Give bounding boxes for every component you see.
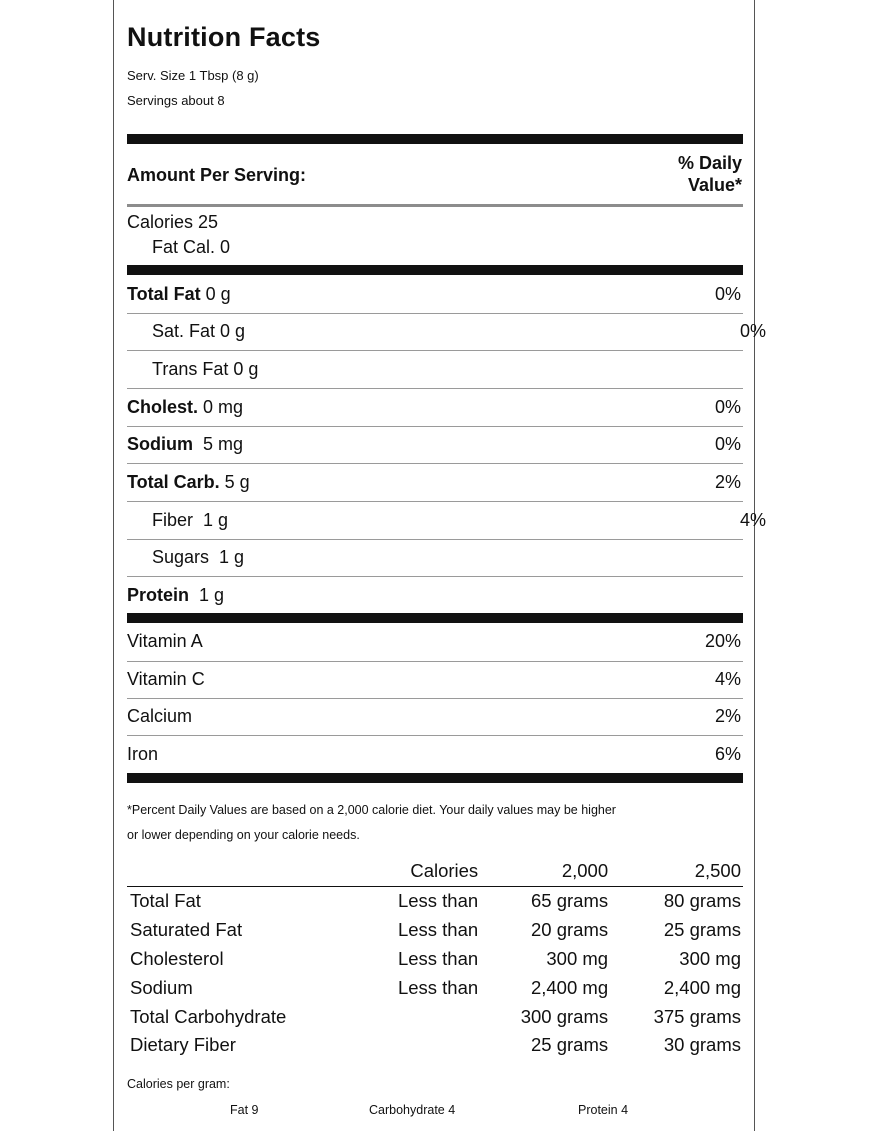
calories-per-gram-protein: Protein 4	[578, 1103, 629, 1117]
table-cell	[388, 1002, 478, 1031]
nutrient-name: Sugars 1 g	[152, 547, 245, 567]
nutrient-name: Sodium	[127, 434, 193, 454]
table-cell: Dietary Fiber	[130, 1034, 236, 1056]
table-cell: 2,400 mg	[663, 976, 741, 998]
nutrient-amount: 5 mg	[193, 434, 244, 454]
nutrient-name: Fiber 1 g	[152, 510, 229, 530]
table-row	[127, 916, 743, 945]
amount-per-serving-label: Amount Per Serving:	[127, 165, 307, 185]
row-divider	[127, 735, 743, 736]
row-divider	[127, 576, 743, 577]
table-row	[127, 887, 743, 916]
daily-value-header-line1: % Daily	[677, 153, 742, 173]
nutrient-amount: 0 g	[200, 284, 231, 304]
row-divider	[127, 313, 743, 314]
table-row	[127, 973, 743, 1002]
calories-per-gram-carbohydrate: Carbohydrate 4	[369, 1103, 456, 1117]
footnote-line-1: *Percent Daily Values are based on a 2,000 calorie diet. Your daily values may be higher	[127, 803, 616, 817]
nutrient-dv: 4%	[739, 510, 766, 530]
thick-divider	[127, 613, 743, 623]
footnote-line-2: or lower depending on your calorie needs.	[127, 828, 360, 842]
nutrient-dv: 0%	[714, 397, 741, 417]
table-cell: Sodium	[130, 976, 193, 998]
row-divider	[127, 501, 743, 502]
nutrient-amount: 5 g	[219, 472, 250, 492]
nutrient-row-sugars	[127, 547, 768, 568]
table-header-cell	[127, 856, 388, 887]
daily-value-header-line2: Value*	[687, 175, 742, 195]
table-cell: Total Carbohydrate	[130, 1005, 287, 1027]
row-divider	[127, 539, 743, 540]
table-cell: 375 grams	[653, 1005, 741, 1027]
table-cell: Total Fat	[127, 887, 388, 916]
table-cell: 300 mg	[546, 947, 609, 969]
vitamin-row-a	[127, 631, 743, 652]
nutrient-dv: 0%	[714, 434, 741, 454]
vitamin-row-iron	[127, 744, 743, 765]
nutrient-row-sodium	[127, 434, 743, 455]
vitamin-name: Vitamin C	[127, 669, 205, 689]
nutrient-row-sat-fat	[127, 321, 768, 342]
calories-per-gram-fat: Fat 9	[230, 1103, 259, 1117]
nutrition-label	[113, 0, 766, 1131]
daily-value-table	[127, 856, 743, 1060]
divider	[127, 204, 743, 207]
table-header-row	[127, 856, 743, 887]
vitamin-row-calcium	[127, 706, 743, 727]
table-row	[127, 1031, 743, 1060]
row-divider	[127, 388, 743, 389]
table-row	[127, 945, 743, 974]
table-cell: Less than	[388, 887, 478, 916]
daily-value-header	[678, 152, 742, 196]
row-divider	[127, 698, 743, 699]
row-divider	[127, 350, 743, 351]
thick-divider	[127, 773, 743, 783]
thick-divider	[127, 265, 743, 275]
nutrient-name: Total Fat	[127, 284, 201, 304]
table-cell: 30 grams	[663, 1034, 741, 1056]
nutrient-row-fiber	[127, 510, 768, 531]
vitamin-name: Iron	[127, 744, 159, 764]
row-divider	[127, 661, 743, 662]
table-cell: Saturated Fat	[130, 919, 243, 941]
nutrient-name: Trans Fat 0 g	[152, 359, 259, 379]
vitamin-dv: 4%	[714, 669, 741, 689]
nutrient-name: Total Carb.	[127, 472, 220, 492]
nutrient-name: Cholest.	[127, 397, 199, 417]
fat-calories-line: Fat Cal. 0	[152, 237, 231, 257]
thick-divider	[127, 134, 743, 144]
nutrient-dv: 2%	[714, 472, 741, 492]
label-title: Nutrition Facts	[127, 22, 321, 52]
vitamin-dv: 6%	[714, 744, 741, 764]
table-cell: 2,400 mg	[530, 976, 609, 998]
vitamin-dv: 2%	[714, 706, 741, 726]
table-cell: 80 grams	[608, 887, 743, 916]
servings-per-container: Servings about 8	[127, 93, 225, 108]
table-header-cell: Calories	[410, 860, 479, 881]
table-cell: Less than	[397, 976, 479, 998]
table-cell: 25 grams	[663, 919, 741, 941]
nutrient-dv: 0%	[714, 284, 741, 304]
vitamin-dv: 20%	[704, 631, 741, 651]
table-header-cell: 2,500	[694, 860, 741, 881]
table-cell: 300 grams	[520, 1005, 609, 1027]
table-cell: Cholesterol	[130, 947, 224, 969]
serving-size: Serv. Size 1 Tbsp (8 g)	[127, 68, 259, 83]
nutrient-row-trans-fat	[127, 359, 768, 380]
nutrient-row-total-carb	[127, 472, 743, 493]
vitamin-name: Vitamin A	[127, 631, 203, 651]
table-cell: 25 grams	[530, 1034, 609, 1056]
calories-per-gram-label: Calories per gram:	[127, 1077, 230, 1091]
nutrient-row-protein	[127, 585, 743, 606]
nutrient-amount: 0 mg	[198, 397, 244, 417]
table-cell: Less than	[397, 947, 479, 969]
nutrient-amount: 1 g	[189, 585, 225, 605]
row-divider	[127, 426, 743, 427]
nutrient-row-cholesterol	[127, 397, 743, 418]
nutrient-row-total-fat	[127, 284, 743, 305]
table-cell: 20 grams	[530, 919, 609, 941]
nutrient-name: Sat. Fat 0 g	[152, 321, 246, 341]
table-cell: Less than	[397, 919, 479, 941]
row-divider	[127, 463, 743, 464]
nutrient-dv: 0%	[739, 321, 766, 341]
table-cell: 65 grams	[478, 887, 608, 916]
table-header-cell: 2,000	[561, 860, 609, 881]
vitamin-row-c	[127, 669, 743, 690]
table-cell: 300 mg	[679, 947, 741, 969]
table-row	[127, 1002, 743, 1031]
calories-line: Calories 25	[127, 212, 219, 232]
vitamin-name: Calcium	[127, 706, 193, 726]
table-cell	[388, 1031, 478, 1060]
nutrient-name: Protein	[127, 585, 190, 605]
